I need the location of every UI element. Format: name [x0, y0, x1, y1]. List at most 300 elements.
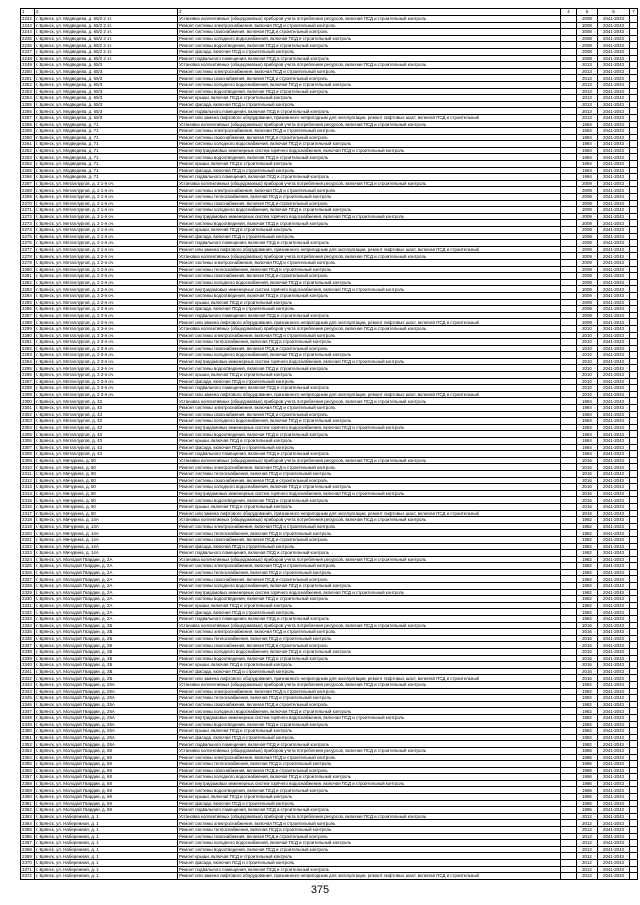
row-number-cell: 2260	[21, 134, 35, 141]
row-number-cell: 2338	[21, 649, 35, 656]
period-cell: 2041-2043	[598, 147, 630, 154]
year-cell: 2009	[577, 253, 598, 260]
address-cell: г. Брянск, ул. Медведева, д. 71	[35, 174, 178, 181]
table-row	[21, 668, 638, 675]
work-type-cell: Ремонт системы водоотведения, включая ПСД и строительный контроль	[178, 596, 561, 603]
period-cell: 2041-2043	[598, 95, 630, 102]
col4-cell	[561, 530, 577, 537]
year-cell: 2008	[577, 48, 598, 55]
page-number: 375	[310, 884, 330, 896]
period-cell: 2041-2043	[598, 484, 630, 491]
col4-cell	[561, 602, 577, 609]
address-cell: г. Брянск, ул. Молодой Гвардии, д. 2Б	[35, 629, 178, 636]
table-row	[21, 510, 638, 517]
year-cell: 2013	[577, 95, 598, 102]
year-cell: 2009	[577, 240, 598, 247]
period-cell: 2041-2043	[598, 543, 630, 550]
period-cell: 2041-2043	[598, 180, 630, 187]
table-body	[21, 16, 638, 880]
work-type-cell: Ремонт фасада, включая ПСД и строительный контроль	[178, 543, 561, 550]
col4-cell	[561, 477, 577, 484]
col7-cell	[630, 761, 638, 768]
address-cell: г. Брянск, ул. Металлургов, д. 2 3-я оч.	[35, 358, 178, 365]
work-type-cell: Ремонт системы газоснабжения, включая ПСД и строительный контроль	[178, 767, 561, 774]
period-cell: 2041-2043	[598, 200, 630, 207]
table-row	[21, 490, 638, 497]
year-cell: 1986	[577, 800, 598, 807]
year-cell: 1984	[577, 121, 598, 128]
work-type-cell: Ремонт системы холодного водоснабжения, включая ПСД и строительный контроль	[178, 708, 561, 715]
period-cell: 2041-2043	[598, 662, 630, 669]
table-row	[21, 292, 638, 299]
work-type-cell: Ремонт системы теплоснабжения, включая ПСД и строительный контроль	[178, 827, 561, 834]
year-cell: 2013	[577, 108, 598, 115]
period-cell: 2041-2043	[598, 68, 630, 75]
col7-cell	[630, 378, 638, 385]
work-type-cell: Установка коллективных (общедомовых) приборов учета потребления ресурсов, включая ПСД и строительный контроль	[178, 457, 561, 464]
work-type-cell: Ремонт системы водоотведения, включая ПСД и строительный контроль	[178, 88, 561, 95]
table-row	[21, 48, 638, 55]
period-cell: 2041-2043	[598, 794, 630, 801]
work-type-cell: Установка коллективных (общедомовых) приборов учета потребления ресурсов, включая ПСД и строительный контроль	[178, 121, 561, 128]
row-number-cell: 2350	[21, 728, 35, 735]
col4-cell	[561, 728, 577, 735]
work-type-cell: Ремонт фасада, включая ПСД и строительный контроль	[178, 668, 561, 675]
work-type-cell: Ремонт системы теплоснабжения, включая ПСД и строительный контроль	[178, 761, 561, 768]
row-number-cell: 2249	[21, 62, 35, 69]
col4-cell	[561, 345, 577, 352]
row-number-cell: 2287	[21, 312, 35, 319]
work-type-cell: Ремонт системы электроснабжения, включая ПСД и строительный контроль	[178, 405, 561, 412]
row-number-cell: 2262	[21, 147, 35, 154]
col4-cell	[561, 411, 577, 418]
work-type-cell: Ремонт подвального помещения, включая ПСД и строительный контроль	[178, 741, 561, 748]
address-cell: г. Брянск, ул. Молодой Гвардии, д. 68	[35, 774, 178, 781]
address-cell: г. Брянск, ул. Металлургов, д. 2 2-я оч.	[35, 312, 178, 319]
col7-cell	[630, 259, 638, 266]
year-cell: 2016	[577, 642, 598, 649]
col4-cell	[561, 556, 577, 563]
work-type-cell: Ремонт крыши, включая ПСД и строительный контроль	[178, 299, 561, 306]
row-number-cell: 2261	[21, 141, 35, 148]
year-cell: 1986	[577, 761, 598, 768]
year-cell: 1982	[577, 530, 598, 537]
col4-cell	[561, 266, 577, 273]
year-cell: 2010	[577, 358, 598, 365]
period-cell: 2041-2043	[598, 681, 630, 688]
address-cell: г. Брянск, ул. Медведева, д. 65/2 2 эт.	[35, 48, 178, 55]
row-number-cell: 2280	[21, 266, 35, 273]
period-cell: 2041-2043	[598, 352, 630, 359]
year-cell: 2009	[577, 279, 598, 286]
work-type-cell: Ремонт системы теплоснабжения, включая ПСД и строительный контроль	[178, 695, 561, 702]
year-cell: 2010	[577, 332, 598, 339]
row-number-cell: 2310	[21, 464, 35, 471]
row-number-cell: 2354	[21, 754, 35, 761]
col4-cell	[561, 767, 577, 774]
row-number-cell: 2246	[21, 42, 35, 49]
row-number-cell: 2248	[21, 55, 35, 62]
col4-cell	[561, 853, 577, 860]
year-cell: 1982	[577, 563, 598, 570]
period-cell: 2041-2043	[598, 451, 630, 458]
col7-cell	[630, 29, 638, 36]
col7-cell	[630, 345, 638, 352]
period-cell: 2041-2043	[598, 385, 630, 392]
address-cell: г. Брянск, ул. Молодой Гвардии, д. 68	[35, 761, 178, 768]
col4-cell	[561, 246, 577, 253]
work-type-cell: Ремонт системы электроснабжения, включая ПСД и строительный контроль	[178, 754, 561, 761]
col4-cell	[561, 200, 577, 207]
table-row	[21, 734, 638, 741]
period-cell: 2041-2043	[598, 174, 630, 181]
col7-cell	[630, 840, 638, 847]
col4-cell	[561, 860, 577, 867]
table-row	[21, 840, 638, 847]
work-type-cell: Ремонт системы газоснабжения, включая ПСД и строительный контроль	[178, 536, 561, 543]
column-header: 3	[178, 9, 561, 16]
row-number-cell: 2272	[21, 213, 35, 220]
period-cell: 2041-2043	[598, 253, 630, 260]
year-cell: 1984	[577, 438, 598, 445]
col4-cell	[561, 325, 577, 332]
work-type-cell: Ремонт системы водоотведения, включая ПСД и строительный контроль	[178, 721, 561, 728]
table-row	[21, 187, 638, 194]
year-cell: 1982	[577, 596, 598, 603]
year-cell: 1982	[577, 728, 598, 735]
col4-cell	[561, 372, 577, 379]
col7-cell	[630, 240, 638, 247]
row-number-cell: 2257	[21, 114, 35, 121]
address-cell: г. Брянск, ул. Металлургов, д. 43	[35, 444, 178, 451]
table-row	[21, 833, 638, 840]
col7-cell	[630, 563, 638, 570]
work-type-cell: Ремонт крыши, включая ПСД и строительный контроль	[178, 503, 561, 510]
col7-cell	[630, 510, 638, 517]
col7-cell	[630, 128, 638, 135]
col4-cell	[561, 754, 577, 761]
col7-cell	[630, 187, 638, 194]
year-cell: 2010	[577, 345, 598, 352]
col4-cell	[561, 213, 577, 220]
period-cell: 2041-2043	[598, 576, 630, 583]
address-cell: г. Брянск, ул. Металлургов, д. 2 3-я оч.	[35, 325, 178, 332]
address-cell: г. Брянск, ул. Металлургов, д. 2 3-я оч.	[35, 352, 178, 359]
period-cell: 2041-2043	[598, 108, 630, 115]
period-cell: 2041-2043	[598, 55, 630, 62]
col7-cell	[630, 741, 638, 748]
row-number-cell: 2277	[21, 246, 35, 253]
row-number-cell: 2283	[21, 286, 35, 293]
year-cell: 2012	[577, 840, 598, 847]
address-cell: г. Брянск, ул. Мичурина, д. 50	[35, 477, 178, 484]
col4-cell	[561, 55, 577, 62]
address-cell: г. Брянск, ул. Молодой Гвардии, д. 25А	[35, 701, 178, 708]
row-number-cell: 2250	[21, 68, 35, 75]
row-number-cell: 2345	[21, 695, 35, 702]
table-row	[21, 728, 638, 735]
work-type-cell: Ремонт крыши, включая ПСД и строительный контроль	[178, 853, 561, 860]
table-row	[21, 477, 638, 484]
row-number-cell: 2297	[21, 378, 35, 385]
col7-cell	[630, 365, 638, 372]
row-number-cell: 2337	[21, 642, 35, 649]
col4-cell	[561, 761, 577, 768]
year-cell: 2013	[577, 81, 598, 88]
col4-cell	[561, 227, 577, 234]
table-row	[21, 134, 638, 141]
row-number-cell: 2245	[21, 35, 35, 42]
year-cell: 1984	[577, 147, 598, 154]
year-cell: 2009	[577, 273, 598, 280]
table-row	[21, 444, 638, 451]
period-cell: 2041-2043	[598, 306, 630, 313]
row-number-cell: 2290	[21, 332, 35, 339]
table-row	[21, 563, 638, 570]
year-cell: 2009	[577, 180, 598, 187]
year-cell: 1984	[577, 431, 598, 438]
col7-cell	[630, 339, 638, 346]
table-row	[21, 398, 638, 405]
row-number-cell: 2242	[21, 16, 35, 23]
table-row	[21, 325, 638, 332]
col4-cell	[561, 840, 577, 847]
col7-cell	[630, 807, 638, 814]
col7-cell	[630, 503, 638, 510]
period-cell: 2041-2043	[598, 35, 630, 42]
row-number-cell: 2314	[21, 490, 35, 497]
table-row	[21, 16, 638, 23]
row-number-cell: 2364	[21, 820, 35, 827]
table-row	[21, 589, 638, 596]
col7-cell	[630, 655, 638, 662]
col7-cell	[630, 207, 638, 214]
year-cell: 2008	[577, 55, 598, 62]
row-number-cell: 2299	[21, 391, 35, 398]
row-number-cell: 2281	[21, 273, 35, 280]
col7-cell	[630, 213, 638, 220]
col4-cell	[561, 490, 577, 497]
col4-cell	[561, 510, 577, 517]
address-cell: г. Брянск, ул. Металлургов, д. 43	[35, 424, 178, 431]
work-type-cell: Ремонт крыши, включая ПСД и строительный контроль	[178, 794, 561, 801]
row-number-cell: 2294	[21, 358, 35, 365]
row-number-cell: 2276	[21, 240, 35, 247]
col7-cell	[630, 622, 638, 629]
period-cell: 2041-2043	[598, 378, 630, 385]
col7-cell	[630, 325, 638, 332]
col7-cell	[630, 484, 638, 491]
row-number-cell: 2270	[21, 200, 35, 207]
work-type-cell: Установка коллективных (общедомовых) приборов учета потребления ресурсов, включая ПСД и строительный контроль	[178, 747, 561, 754]
row-number-cell: 2371	[21, 866, 35, 873]
row-number-cell: 2266	[21, 174, 35, 181]
year-cell: 2010	[577, 378, 598, 385]
col4-cell	[561, 635, 577, 642]
col7-cell	[630, 523, 638, 530]
col7-cell	[630, 306, 638, 313]
year-cell: 1984	[577, 444, 598, 451]
column-header: 6	[598, 9, 630, 16]
row-number-cell: 2352	[21, 741, 35, 748]
col7-cell	[630, 220, 638, 227]
address-cell: г. Брянск, ул. Металлургов, д. 2 3-я оч.	[35, 385, 178, 392]
row-number-cell: 2286	[21, 306, 35, 313]
period-cell: 2041-2043	[598, 332, 630, 339]
year-cell: 1982	[577, 583, 598, 590]
col4-cell	[561, 273, 577, 280]
col7-cell	[630, 253, 638, 260]
work-type-cell: Ремонт системы водоотведения, включая ПСД и строительный контроль	[178, 292, 561, 299]
col4-cell	[561, 813, 577, 820]
work-type-cell: Ремонт системы газоснабжения, включая ПСД и строительный контроль	[178, 576, 561, 583]
year-cell: 2009	[577, 292, 598, 299]
address-cell: г. Брянск, ул. Набережная, д. 1	[35, 846, 178, 853]
period-cell: 2041-2043	[598, 273, 630, 280]
table-row	[21, 774, 638, 781]
address-cell: г. Брянск, ул. Медведева, д. 71	[35, 167, 178, 174]
table-row	[21, 365, 638, 372]
work-type-cell: Ремонт системы холодного водоснабжения, включая ПСД и строительный контроль	[178, 81, 561, 88]
col7-cell	[630, 55, 638, 62]
address-cell: г. Брянск, ул. Металлургов, д. 2 1-я оч.	[35, 180, 178, 187]
table-row	[21, 207, 638, 214]
work-type-cell: Ремонт системы электроснабжения, включая ПСД и строительный контроль	[178, 332, 561, 339]
col4-cell	[561, 550, 577, 557]
row-number-cell: 2279	[21, 259, 35, 266]
table-row	[21, 794, 638, 801]
period-cell: 2041-2043	[598, 780, 630, 787]
year-cell: 1986	[577, 807, 598, 814]
period-cell: 2041-2043	[598, 233, 630, 240]
address-cell: г. Брянск, ул. Медведева, д. 65/3	[35, 81, 178, 88]
year-cell: 2016	[577, 655, 598, 662]
work-type-cell: Ремонт фасада, включая ПСД и строительный контроль	[178, 734, 561, 741]
col4-cell	[561, 695, 577, 702]
period-cell: 2041-2043	[598, 523, 630, 530]
address-cell: г. Брянск, ул. Металлургов, д. 2 3-я оч.	[35, 372, 178, 379]
work-type-cell: Ремонт системы газоснабжения, включая ПСД и строительный контроль	[178, 200, 561, 207]
table-row	[21, 767, 638, 774]
work-type-cell: Ремонт подвального помещения, включая ПСД и строительный контроль	[178, 312, 561, 319]
address-cell: г. Брянск, ул. Молодой Гвардии, д. 68	[35, 807, 178, 814]
column-header: 5	[577, 9, 598, 16]
row-number-cell: 2305	[21, 431, 35, 438]
col4-cell	[561, 642, 577, 649]
work-type-cell: Ремонт системы газоснабжения, включая ПСД и строительный контроль	[178, 345, 561, 352]
year-cell: 2016	[577, 464, 598, 471]
col7-cell	[630, 273, 638, 280]
work-type-cell: Ремонт системы газоснабжения, включая ПСД и строительный контроль	[178, 833, 561, 840]
col7-cell	[630, 827, 638, 834]
table-row	[21, 596, 638, 603]
work-type-cell: Ремонт системы холодного водоснабжения, включая ПСД и строительный контроль	[178, 774, 561, 781]
col4-cell	[561, 503, 577, 510]
address-cell: г. Брянск, ул. Набережная, д. 1	[35, 827, 178, 834]
document-sheet	[20, 8, 635, 880]
row-number-cell: 2306	[21, 438, 35, 445]
address-cell: г. Брянск, ул. Молодой Гвардии, д. 68	[35, 747, 178, 754]
table-row	[21, 464, 638, 471]
period-cell: 2041-2043	[598, 339, 630, 346]
row-number-cell: 2259	[21, 128, 35, 135]
work-type-cell: Ремонт фасада, включая ПСД и строительный контроль	[178, 800, 561, 807]
table-row	[21, 569, 638, 576]
col4-cell	[561, 378, 577, 385]
year-cell: 1986	[577, 787, 598, 794]
table-row	[21, 714, 638, 721]
table-row	[21, 372, 638, 379]
col7-cell	[630, 391, 638, 398]
col7-cell	[630, 569, 638, 576]
period-cell: 2041-2043	[598, 424, 630, 431]
year-cell: 1986	[577, 767, 598, 774]
period-cell: 2041-2043	[598, 510, 630, 517]
col7-cell	[630, 227, 638, 234]
col7-cell	[630, 81, 638, 88]
address-cell: г. Брянск, ул. Мичурина, д. 50	[35, 510, 178, 517]
row-number-cell: 2366	[21, 833, 35, 840]
row-number-cell: 2273	[21, 220, 35, 227]
work-type-cell: Ремонт системы газоснабжения, включая ПСД и строительный контроль	[178, 477, 561, 484]
col7-cell	[630, 543, 638, 550]
address-cell: г. Брянск, ул. Молодой Гвардии, д. 2А	[35, 583, 178, 590]
year-cell: 2016	[577, 497, 598, 504]
period-cell: 2041-2043	[598, 207, 630, 214]
col7-cell	[630, 405, 638, 412]
work-type-cell: Ремонт или замена лифтового оборудования, признанного непригодным для эксплуатации, ремонт лифтовых шахт, включая ПСД и строительный	[178, 510, 561, 517]
period-cell: 2041-2043	[598, 438, 630, 445]
col7-cell	[630, 635, 638, 642]
row-number-cell: 2343	[21, 681, 35, 688]
col4-cell	[561, 253, 577, 260]
address-cell: г. Брянск, ул. Мичурина, д. 50	[35, 470, 178, 477]
col4-cell	[561, 398, 577, 405]
col4-cell	[561, 622, 577, 629]
col4-cell	[561, 62, 577, 69]
period-cell: 2041-2043	[598, 418, 630, 425]
table-row	[21, 167, 638, 174]
year-cell: 2012	[577, 873, 598, 880]
col7-cell	[630, 194, 638, 201]
col4-cell	[561, 708, 577, 715]
col4-cell	[561, 536, 577, 543]
table-row	[21, 642, 638, 649]
col7-cell	[630, 167, 638, 174]
work-type-cell: Ремонт системы теплоснабжения, включая ПСД и строительный контроль	[178, 530, 561, 537]
col7-cell	[630, 794, 638, 801]
year-cell: 1982	[577, 616, 598, 623]
year-cell: 2009	[577, 286, 598, 293]
period-cell: 2041-2043	[598, 220, 630, 227]
year-cell: 2016	[577, 484, 598, 491]
table-row	[21, 391, 638, 398]
work-type-cell: Ремонт фасада, включая ПСД и строительный контроль	[178, 860, 561, 867]
col7-cell	[630, 616, 638, 623]
year-cell: 2016	[577, 635, 598, 642]
work-type-cell: Ремонт или замена лифтового оборудования, признанного непригодным для эксплуатации, ремонт лифтовых шахт, включая ПСД и строительный	[178, 114, 561, 121]
row-number-cell: 2309	[21, 457, 35, 464]
year-cell: 1982	[577, 576, 598, 583]
row-number-cell: 2298	[21, 385, 35, 392]
table-row	[21, 813, 638, 820]
address-cell: г. Брянск, ул. Молодой Гвардии, д. 2А	[35, 602, 178, 609]
row-number-cell: 2263	[21, 154, 35, 161]
col7-cell	[630, 418, 638, 425]
period-cell: 2041-2043	[598, 853, 630, 860]
col4-cell	[561, 747, 577, 754]
address-cell: г. Брянск, ул. Молодой Гвардии, д. 2Б	[35, 668, 178, 675]
